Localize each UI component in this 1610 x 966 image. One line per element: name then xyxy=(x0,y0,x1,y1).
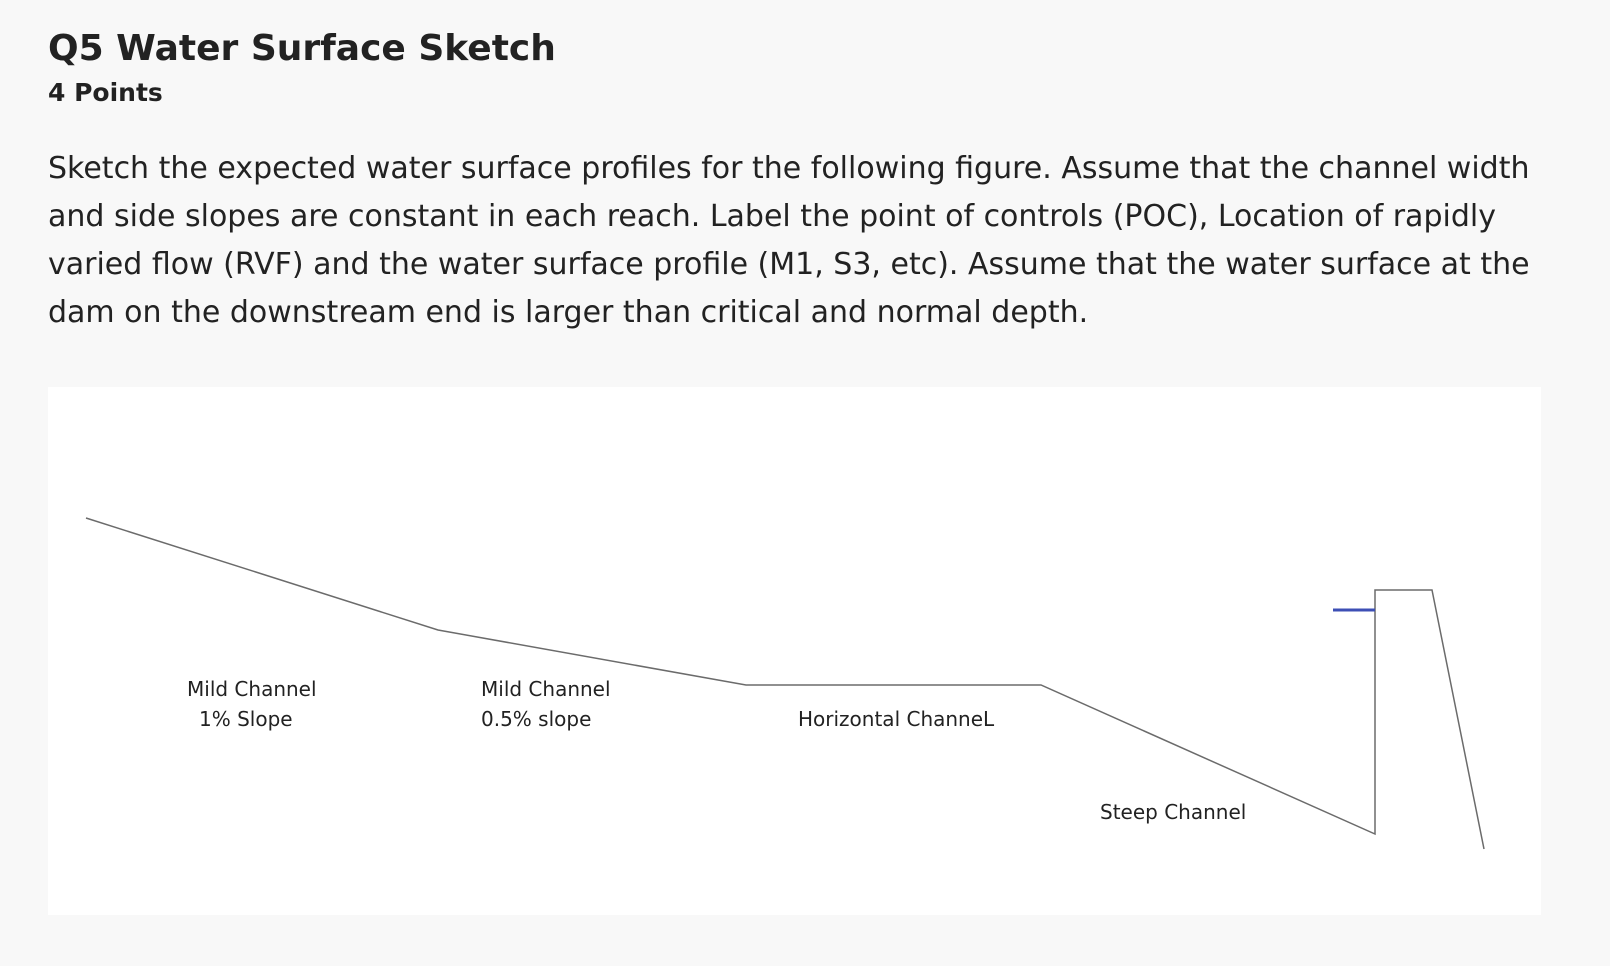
question-prompt: Sketch the expected water surface profiles for the following figure. Assume that the channel width and side slopes are constant in each reach. Label the point of controls (POC), Location of rapidly varied flow (RVF) and the water surface profile (M1, S3, etc). Assume that the water surface at the dam on the downstream end is larger than critical and normal depth. xyxy=(48,151,1530,330)
reach2-slope-label: 0.5% slope xyxy=(481,707,592,731)
question-title: Q5 Water Surface Sketch xyxy=(48,28,556,69)
reach4-name-label: Steep Channel xyxy=(1100,800,1247,824)
reach2-name-label: Mild Channel xyxy=(481,677,611,701)
reach1-name-label: Mild Channel xyxy=(187,677,317,701)
reach3-name-label: Horizontal ChanneL xyxy=(798,707,995,731)
channel-profile-figure xyxy=(48,387,1541,915)
reach1-slope-label: 1% Slope xyxy=(199,707,293,731)
channel-profile-diagram xyxy=(48,387,1541,915)
question-points: 4 Points xyxy=(48,78,163,107)
